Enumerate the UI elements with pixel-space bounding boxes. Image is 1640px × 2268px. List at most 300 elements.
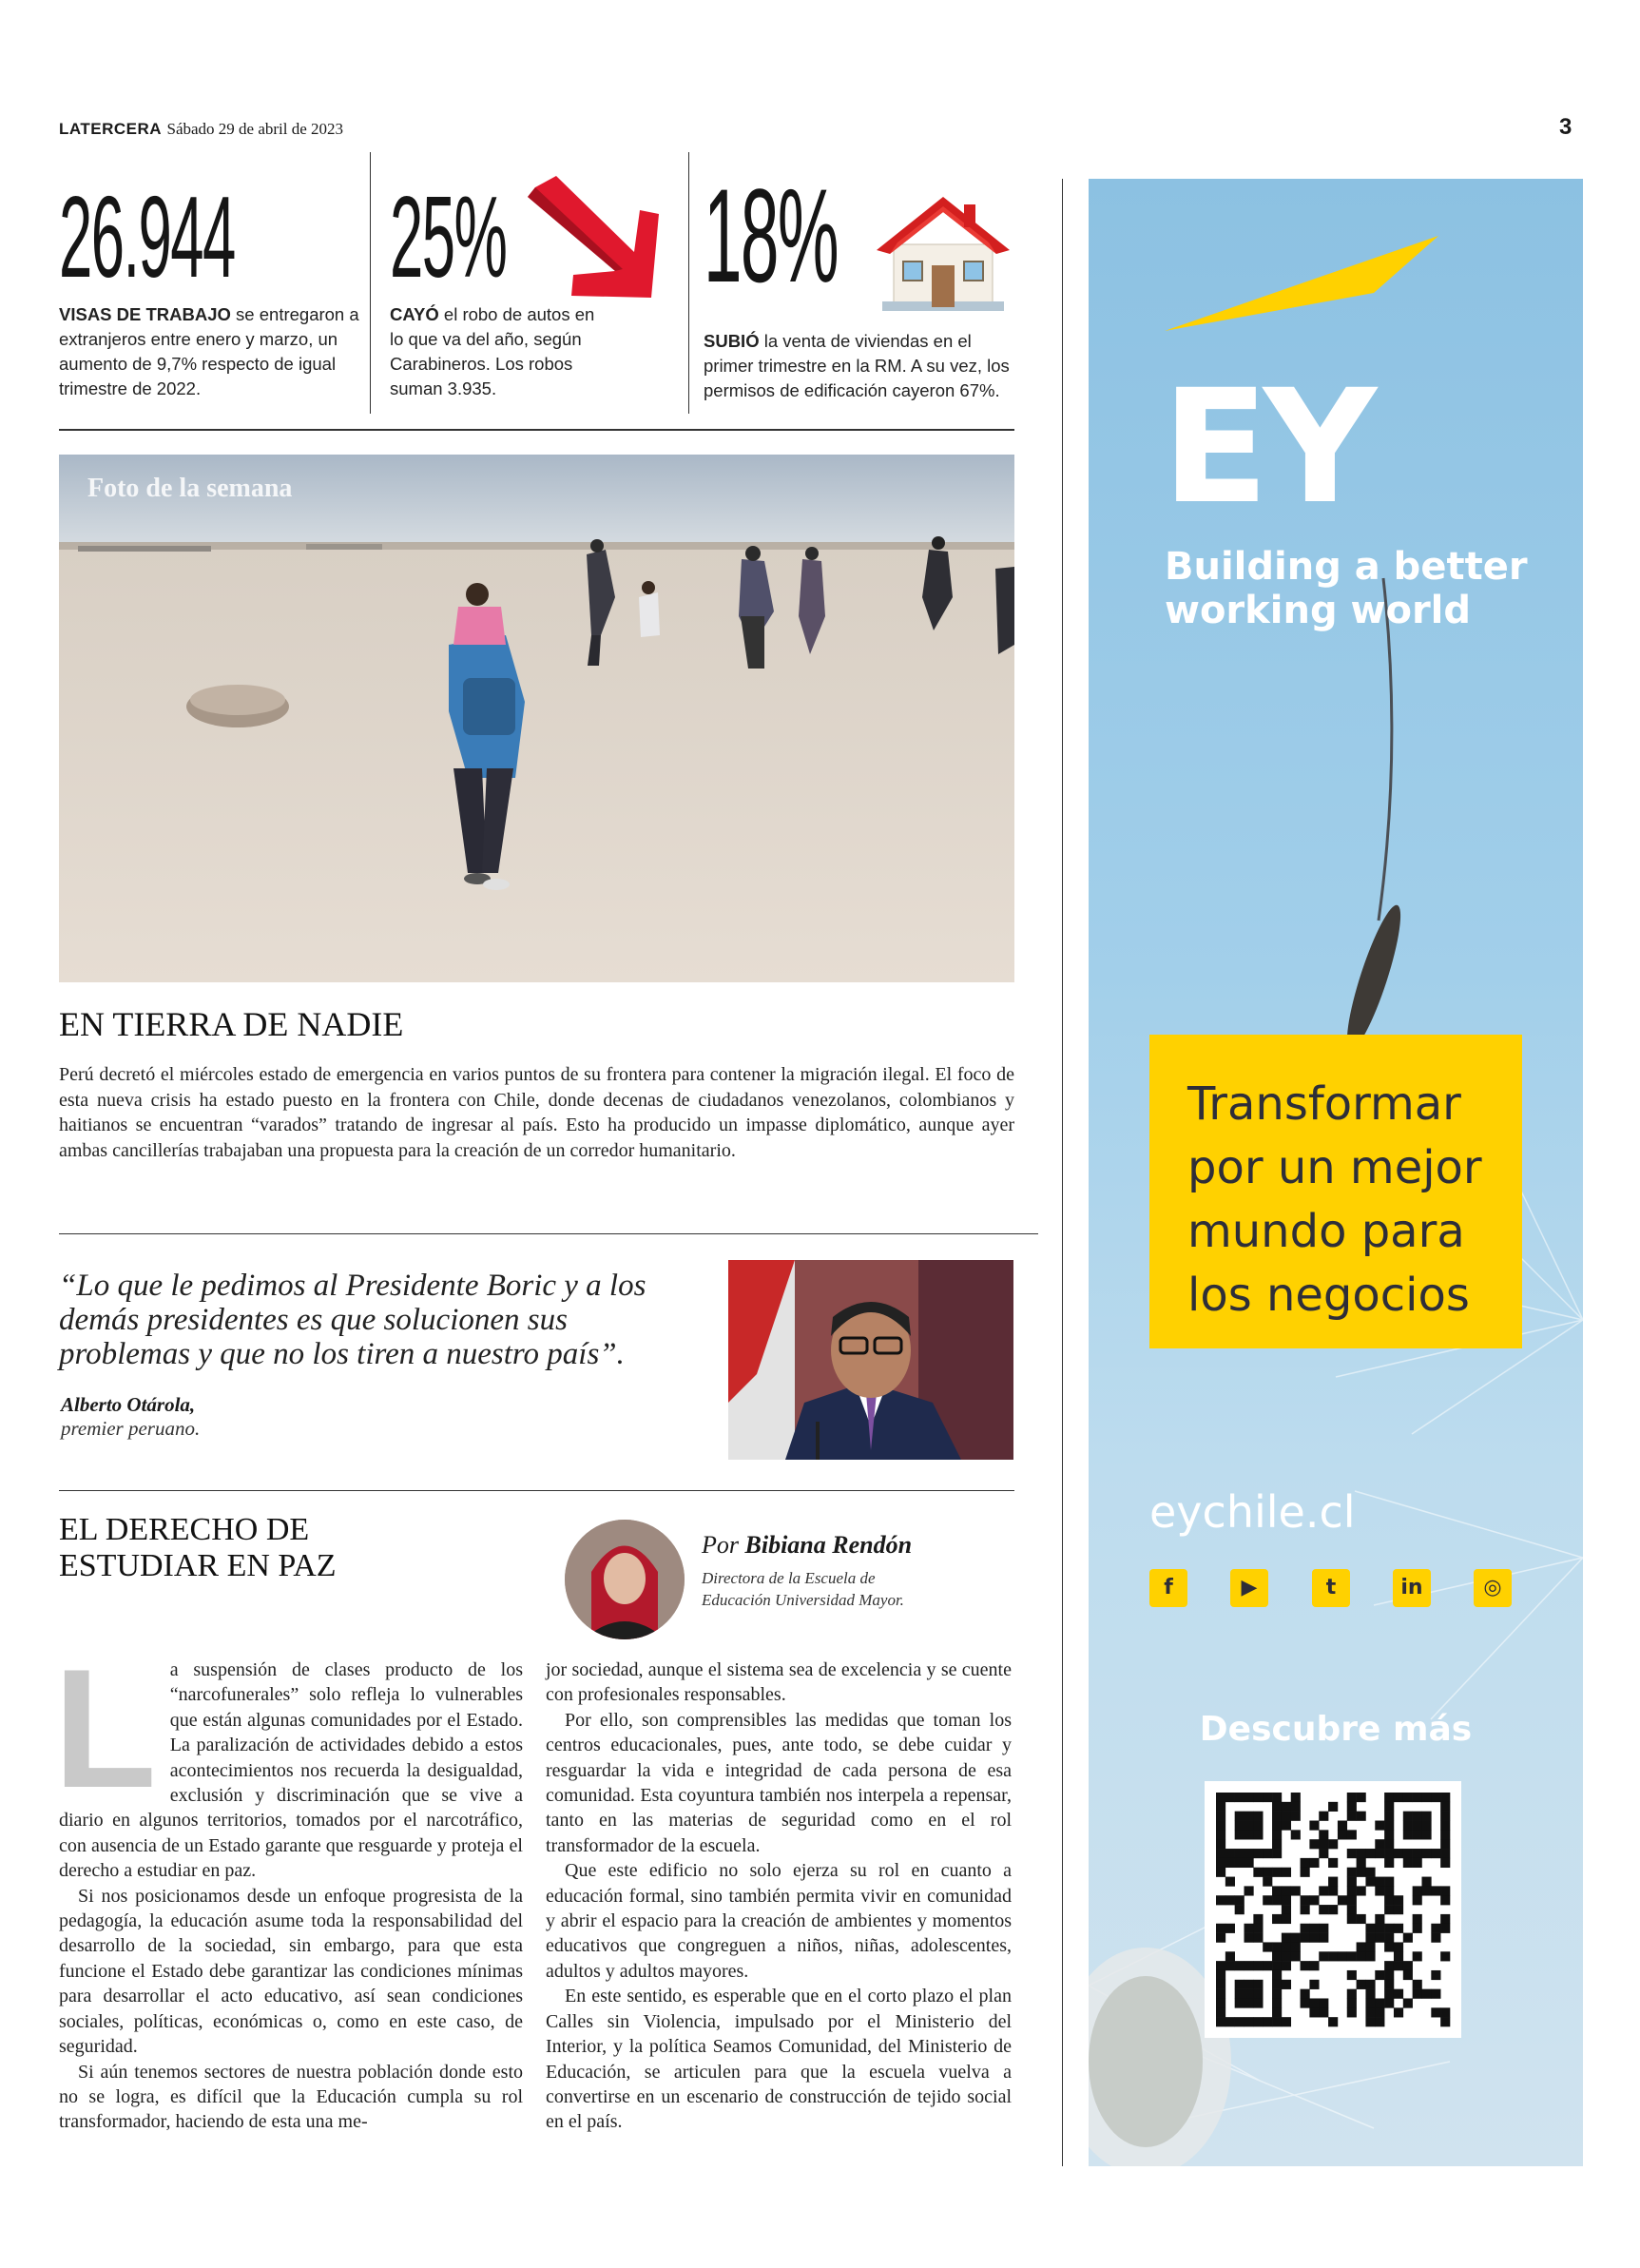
qr-module	[1431, 1849, 1440, 1858]
qr-module	[1338, 1895, 1347, 1905]
qr-module	[1282, 1980, 1291, 1989]
qr-module	[1365, 1998, 1375, 2007]
stat-robos-text	[390, 302, 608, 401]
qr-module	[1384, 1849, 1394, 1858]
qr-module	[1263, 1849, 1272, 1858]
qr-module	[1357, 1868, 1366, 1877]
stat-visas	[59, 172, 363, 301]
qr-module	[1375, 1839, 1384, 1849]
qr-module	[1263, 1961, 1272, 1970]
qr-module	[1216, 1868, 1225, 1877]
qr-module	[1253, 2017, 1263, 2026]
divider	[688, 152, 689, 414]
qr-module	[1253, 1961, 1263, 1970]
qr-code[interactable]	[1205, 1781, 1461, 2038]
qr-module	[1216, 1793, 1225, 1802]
qr-module	[1263, 1877, 1272, 1887]
qr-module	[1301, 1998, 1310, 2007]
qr-module	[1309, 1933, 1319, 1943]
qr-module	[1272, 1980, 1282, 1989]
qr-module	[1282, 1802, 1291, 1812]
qr-module	[1301, 1933, 1310, 1943]
qr-module	[1403, 1933, 1413, 1943]
qr-module	[1347, 1877, 1357, 1887]
qr-module	[1394, 1924, 1403, 1933]
qr-module	[1357, 1914, 1366, 1924]
qr-module	[1384, 1998, 1394, 2007]
qr-module	[1319, 1905, 1328, 1914]
qr-module	[1394, 1905, 1403, 1914]
qr-module	[1375, 1970, 1384, 1980]
section-divider	[59, 429, 1014, 431]
qr-module	[1319, 1951, 1328, 1961]
qr-module	[1365, 1942, 1375, 1951]
qr-module	[1253, 1980, 1263, 1989]
qr-module	[1403, 1849, 1413, 1858]
qr-module	[1272, 1989, 1282, 1999]
qr-module	[1431, 1970, 1440, 1980]
qr-module	[1384, 1924, 1394, 1933]
qr-module	[1225, 1849, 1235, 1858]
stat-viviendas	[704, 161, 856, 310]
qr-module	[1309, 1924, 1319, 1933]
qr-module	[1357, 1849, 1366, 1858]
qr-module	[1244, 1998, 1254, 2007]
stat-lead: VISAS DE TRABAJO	[59, 304, 231, 324]
qr-module	[1384, 1793, 1394, 1802]
qr-module	[1263, 1942, 1272, 1951]
qr-module	[1375, 1933, 1384, 1943]
dropcap: L	[53, 1634, 157, 1823]
qr-module	[1394, 1961, 1403, 1970]
ey-logo: EY	[1162, 356, 1372, 538]
qr-module	[1263, 1895, 1272, 1905]
column-headline-line: ESTUDIAR EN PAZ	[59, 1548, 337, 1583]
divider	[370, 152, 371, 414]
portrait-otarola	[728, 1260, 1013, 1460]
qr-module	[1272, 1961, 1282, 1970]
qr-module	[1282, 1933, 1291, 1943]
qr-module	[1309, 1858, 1319, 1868]
tagline-line: working world	[1165, 589, 1472, 632]
qr-module	[1291, 1942, 1301, 1951]
qr-module	[1357, 1980, 1366, 1989]
qr-module	[1365, 1868, 1375, 1877]
author-role	[702, 1567, 904, 1611]
qr-module	[1403, 1812, 1413, 1821]
qr-module	[1253, 1868, 1263, 1877]
feature-headline: EN TIERRA DE NADIE	[59, 1005, 404, 1043]
qr-module	[1282, 2017, 1291, 2026]
qr-module	[1253, 1989, 1263, 1999]
qr-module	[1282, 1886, 1291, 1895]
qr-module	[1272, 1951, 1282, 1961]
qr-module	[1244, 1821, 1254, 1831]
qr-module	[1347, 1895, 1357, 1905]
qr-module	[1384, 1877, 1394, 1887]
qr-module	[1225, 1877, 1235, 1887]
qr-module	[1235, 1812, 1244, 1821]
qr-module	[1440, 1914, 1450, 1924]
qr-module	[1216, 1821, 1225, 1831]
qr-module	[1282, 1951, 1291, 1961]
qr-module	[1272, 1868, 1282, 1877]
qr-module	[1440, 1821, 1450, 1831]
qr-module	[1375, 1924, 1384, 1933]
paragraph: Si aún tenemos sectores de nuestra población donde esto no se logra, es difícil que la Educación cumpla su rol transformador, haciendo de esta una me-	[59, 2061, 523, 2133]
paragraph: En este sentido, es esperable que en el corto plazo el plan Calles sin Violencia, impulsado por el Ministerio del Interior, y la política Seamos Comunidad, del Ministerio de Educación, se articulen para que la escuela vuelva a convertirse en un escenario de construcción de tejido social en el país.	[546, 1986, 1012, 2133]
qr-module	[1347, 1905, 1357, 1914]
qr-module	[1440, 1924, 1450, 1933]
qr-module	[1282, 1895, 1291, 1905]
qr-module	[1216, 1924, 1225, 1933]
qr-module	[1244, 1812, 1254, 1821]
qr-module	[1413, 1849, 1422, 1858]
qr-module	[1403, 1961, 1413, 1970]
qr-module	[1244, 1830, 1254, 1839]
qr-module	[1338, 1821, 1347, 1831]
section-divider	[59, 1490, 1014, 1491]
qr-module	[1357, 1793, 1366, 1802]
qr-module	[1394, 1895, 1403, 1905]
qr-module	[1403, 1793, 1413, 1802]
qr-module	[1272, 1895, 1282, 1905]
qr-module	[1384, 1895, 1394, 1905]
paragraph: jor sociedad, aunque el sistema sea de excelencia y se cuente con profesionales responsables.	[546, 1659, 1012, 1706]
qr-module	[1235, 1830, 1244, 1839]
qr-module	[1375, 1821, 1384, 1831]
qr-module	[1328, 2017, 1338, 2026]
stat-lead: CAYÓ	[390, 304, 439, 324]
qr-module	[1347, 1849, 1357, 1858]
page-header	[59, 120, 343, 139]
stat-value: 25%	[390, 172, 507, 301]
qr-module	[1421, 1849, 1431, 1858]
qr-module	[1291, 1886, 1301, 1895]
paragraph: Que este edificio no solo ejerza su rol en cuanto a educación formal, sino también permita vivir en comunidad y abrir el espacio para la creación de ambientes y momentos educativos que congreguen a niños, niñas, adolescentes, adultos y adultos mayores.	[546, 1860, 1012, 1982]
qr-module	[1272, 1802, 1282, 1812]
qr-module	[1272, 1998, 1282, 2007]
paragraph: a suspensión de clases producto de los “narcofunerales” solo refleja lo vulnerables que están algunas comunidades por el Estado. La paralización de actividades debido a estos acontecimientos nos recuerda la desigualdad, exclusión y discriminación que se vive a diario en algunos territorios, tomados por el narcotráfico, con ausencia de un Estado garante que resguarde y proteja el derecho a estudiar en paz.	[59, 1659, 523, 1882]
qr-module	[1328, 1905, 1338, 1914]
qr-module	[1225, 1961, 1235, 1970]
qr-module	[1263, 2017, 1272, 2026]
qr-module	[1244, 1858, 1254, 1868]
qr-module	[1440, 1858, 1450, 1868]
qr-module	[1347, 1998, 1357, 2007]
qr-module	[1216, 1989, 1225, 1999]
instagram-icon[interactable]: ◎	[1474, 1569, 1512, 1607]
column-text-1	[53, 1634, 523, 2135]
qr-module	[1216, 1839, 1225, 1849]
qr-module	[1413, 1793, 1422, 1802]
qr-module	[1394, 1942, 1403, 1951]
qr-module	[1347, 1914, 1357, 1924]
qr-module	[1253, 1830, 1263, 1839]
qr-module	[1282, 1942, 1291, 1951]
feature-body: Perú decretó el miércoles estado de emergencia en varios puntos de su frontera para contener la migración ilegal. El foco de esta nueva crisis ha estado puesto en la frontera con Chile, donde decenas de ciudadanos venezolanos, colombianos y haitianos se encuentran “varados” tratando de ingresar al país. Esto ha producido un impasse diplomático, aunque ayer ambas cancillerías trabajaban una propuesta para la creación de un corredor humanitario.	[59, 1064, 1014, 1161]
qr-module	[1253, 1914, 1263, 1924]
qr-module	[1394, 1793, 1403, 1802]
qr-module	[1216, 1980, 1225, 1989]
qr-module	[1301, 1858, 1310, 1868]
qr-module	[1357, 1942, 1366, 1951]
qr-module	[1309, 1998, 1319, 2007]
qr-module	[1253, 1924, 1263, 1933]
qr-module	[1272, 1849, 1282, 1858]
qr-module	[1235, 1793, 1244, 1802]
qr-module	[1365, 2007, 1375, 2017]
qr-code-graphic	[1205, 1781, 1461, 2038]
qr-module	[1384, 1980, 1394, 1989]
qr-module	[1440, 1951, 1450, 1961]
qr-module	[1235, 1849, 1244, 1858]
qr-module	[1440, 1849, 1450, 1858]
qr-module	[1216, 2007, 1225, 2017]
column-headline	[59, 1512, 337, 1584]
qr-module	[1384, 1830, 1394, 1839]
qr-module	[1394, 1989, 1403, 1999]
qr-module	[1394, 1951, 1403, 1961]
qr-module	[1365, 1989, 1375, 1999]
ad-message-line: los negocios	[1187, 1269, 1470, 1322]
qr-module	[1347, 1793, 1357, 1802]
qr-module	[1394, 1849, 1403, 1858]
qr-module	[1216, 1895, 1225, 1905]
qr-module	[1272, 1793, 1282, 1802]
qr-module	[1282, 1812, 1291, 1821]
qr-module	[1301, 1961, 1310, 1970]
qr-module	[1347, 2007, 1357, 2017]
qr-module	[1309, 1980, 1319, 1989]
qr-module	[1216, 1933, 1225, 1943]
qr-module	[1394, 2007, 1403, 2017]
stat-value: 26.944	[59, 172, 235, 301]
qr-module	[1403, 1998, 1413, 2007]
qr-module	[1244, 1961, 1254, 1970]
qr-module	[1272, 1970, 1282, 1980]
qr-module	[1282, 1905, 1291, 1914]
qr-module	[1384, 1989, 1394, 1999]
qr-module	[1421, 1989, 1431, 1999]
qr-module	[1384, 1839, 1394, 1849]
ad-message-line: mundo para	[1187, 1205, 1465, 1258]
qr-module	[1216, 1858, 1225, 1868]
qr-module	[1440, 2007, 1450, 2017]
qr-module	[1365, 1924, 1375, 1933]
qr-module	[1347, 1812, 1357, 1821]
qr-module	[1440, 1839, 1450, 1849]
qr-module	[1291, 1933, 1301, 1943]
quote-author: Alberto Otárola,	[61, 1393, 196, 1416]
stat-visas-text	[59, 302, 359, 401]
qr-module	[1272, 1839, 1282, 1849]
qr-module	[1413, 1951, 1422, 1961]
qr-module	[1216, 1970, 1225, 1980]
qr-module	[1319, 1849, 1328, 1858]
qr-module	[1375, 1877, 1384, 1887]
qr-module	[1253, 1821, 1263, 1831]
qr-module	[1384, 1802, 1394, 1812]
qr-module	[1347, 1802, 1357, 1812]
qr-module	[1328, 1839, 1338, 1849]
qr-module	[1244, 1924, 1254, 1933]
youtube-icon[interactable]: ▶	[1230, 1569, 1268, 1607]
qr-module	[1216, 1998, 1225, 2007]
stat-lead: SUBIÓ	[704, 331, 760, 351]
qr-module	[1291, 1802, 1301, 1812]
qr-module	[1431, 1793, 1440, 1802]
qr-module	[1403, 1821, 1413, 1831]
qr-module	[1225, 2017, 1235, 2026]
paragraph: Por ello, son comprensibles las medidas que toman los centros educacionales, pues, ante todo, se debe cuidar y resguardar la vida e integridad de cada persona de esa comunidad. Esta coyuntura también nos interpela a repensar, tanto en las materias de seguridad como en el rol transformador de la escuela.	[546, 1709, 1012, 1856]
qr-module	[1413, 1914, 1422, 1924]
qr-module	[1384, 1933, 1394, 1943]
qr-module	[1235, 1998, 1244, 2007]
byline-prefix: Por	[702, 1531, 745, 1559]
qr-module	[1309, 1961, 1319, 1970]
qr-module	[1384, 1886, 1394, 1895]
qr-module	[1216, 2017, 1225, 2026]
qr-module	[1253, 1812, 1263, 1821]
qr-module	[1413, 1924, 1422, 1933]
qr-module	[1235, 2017, 1244, 2026]
qr-module	[1216, 1802, 1225, 1812]
qr-module	[1319, 1839, 1328, 1849]
qr-module	[1291, 1812, 1301, 1821]
qr-module	[1413, 1858, 1422, 1868]
author-role-line: Directora de la Escuela de	[702, 1569, 876, 1587]
qr-module	[1272, 1914, 1282, 1924]
photo-label: Foto de la semana	[87, 474, 293, 503]
qr-module	[1365, 1849, 1375, 1858]
qr-module	[1440, 1886, 1450, 1895]
qr-module	[1384, 1812, 1394, 1821]
ad-message-box	[1149, 1035, 1522, 1348]
house-icon	[877, 195, 1010, 314]
qr-module	[1291, 1951, 1301, 1961]
qr-module	[1272, 1886, 1282, 1895]
qr-module	[1301, 1905, 1310, 1914]
qr-module	[1421, 1821, 1431, 1831]
qr-module	[1413, 1821, 1422, 1831]
stat-value: 18%	[704, 161, 839, 310]
qr-module	[1440, 1812, 1450, 1821]
photo-of-week	[59, 455, 1014, 982]
portrait-photo	[728, 1260, 1013, 1460]
qr-module	[1309, 2007, 1319, 2017]
qr-module	[1235, 1821, 1244, 1831]
qr-module	[1431, 2007, 1440, 2017]
qr-module	[1421, 1793, 1431, 1802]
qr-module	[1347, 1830, 1357, 1839]
qr-module	[1413, 1980, 1422, 1989]
page-number: 3	[1559, 114, 1572, 140]
qr-module	[1347, 1989, 1357, 1999]
qr-module	[1440, 1895, 1450, 1905]
qr-module	[1421, 1830, 1431, 1839]
qr-module	[1421, 1812, 1431, 1821]
paragraph: Si nos posicionamos desde un enfoque progresista de la pedagogía, la educación asume toda la responsabilidad del desarrollo de la sociedad, sin embargo, para que esta funcione el Estado debe garantizar las condiciones mínimas para desarrollar el acto educativo, así sean condiciones sociales, políticas, económicas o, como en este caso, de seguridad.	[59, 1885, 523, 2058]
qr-module	[1365, 1933, 1375, 1943]
qr-module	[1328, 1886, 1338, 1895]
qr-module	[1328, 1877, 1338, 1887]
qr-module	[1413, 1989, 1422, 1999]
qr-module	[1225, 1858, 1235, 1868]
qr-module	[1216, 1849, 1225, 1858]
pull-quote: “Lo que le pedimos al Presidente Boric y a los demás presidentes es que solucionen sus problemas y que no los tiren a nuestro país”.	[59, 1269, 646, 1371]
qr-module	[1328, 1802, 1338, 1812]
qr-module	[1357, 1886, 1366, 1895]
qr-module	[1272, 2007, 1282, 2017]
twitter-icon[interactable]: t	[1312, 1569, 1350, 1607]
ey-advertisement[interactable]	[1089, 179, 1583, 2166]
qr-module	[1413, 1895, 1422, 1905]
ad-url-link[interactable]: eychile.cl	[1149, 1486, 1356, 1538]
qr-module	[1301, 1868, 1310, 1877]
facebook-icon[interactable]: f	[1149, 1569, 1187, 1607]
qr-module	[1225, 1951, 1235, 1961]
qr-module	[1216, 1961, 1225, 1970]
qr-module	[1319, 1998, 1328, 2007]
byline-author: Bibiana Rendón	[744, 1531, 913, 1559]
author-avatar	[565, 1520, 685, 1639]
qr-module	[1375, 1914, 1384, 1924]
qr-module	[1338, 1830, 1347, 1839]
author-role-line: Educación Universidad Mayor.	[702, 1591, 904, 1609]
qr-module	[1413, 1886, 1422, 1895]
linkedin-icon[interactable]: in	[1393, 1569, 1431, 1607]
ad-message-line: por un mejor	[1187, 1141, 1482, 1194]
qr-module	[1272, 1942, 1282, 1951]
column-headline-line: EL DERECHO DE	[59, 1512, 310, 1547]
qr-module	[1272, 1821, 1282, 1831]
qr-module	[1216, 1830, 1225, 1839]
qr-module	[1357, 1951, 1366, 1961]
qr-module	[1235, 1980, 1244, 1989]
quote-author-role: premier peruano.	[61, 1417, 201, 1440]
qr-module	[1244, 1980, 1254, 1989]
masthead-brand: LATERCERA	[59, 120, 163, 138]
qr-module	[1403, 1830, 1413, 1839]
qr-module	[1375, 1849, 1384, 1858]
qr-module	[1309, 1895, 1319, 1905]
qr-module	[1244, 1933, 1254, 1943]
column-text-2	[546, 1657, 1012, 2135]
qr-module	[1291, 1793, 1301, 1802]
ad-divider	[1062, 179, 1063, 2166]
qr-module	[1384, 1905, 1394, 1914]
stat-body: la venta de viviendas en el primer trimestre en la RM. A su vez, los permisos de edificación cayeron 67%.	[704, 331, 1010, 400]
stat-body: se entregaron a extranjeros entre enero y marzo, un aumento de 9,7% respecto de igual trimestre de 2022.	[59, 304, 359, 398]
qr-module	[1272, 2017, 1282, 2026]
qr-module	[1421, 1886, 1431, 1895]
qr-module	[1319, 1886, 1328, 1895]
qr-module	[1301, 1924, 1310, 1933]
qr-module	[1347, 1951, 1357, 1961]
qr-module	[1319, 1924, 1328, 1933]
qr-module	[1384, 1961, 1394, 1970]
qr-module	[1319, 2007, 1328, 2017]
qr-module	[1403, 1858, 1413, 1868]
ad-message	[1187, 1073, 1482, 1328]
qr-module	[1244, 1793, 1254, 1802]
qr-module	[1235, 1895, 1244, 1905]
qr-module	[1263, 1793, 1272, 1802]
qr-module	[1301, 1989, 1310, 1999]
ad-message-line: Transformar	[1187, 1077, 1461, 1131]
section-divider	[59, 1233, 1038, 1234]
